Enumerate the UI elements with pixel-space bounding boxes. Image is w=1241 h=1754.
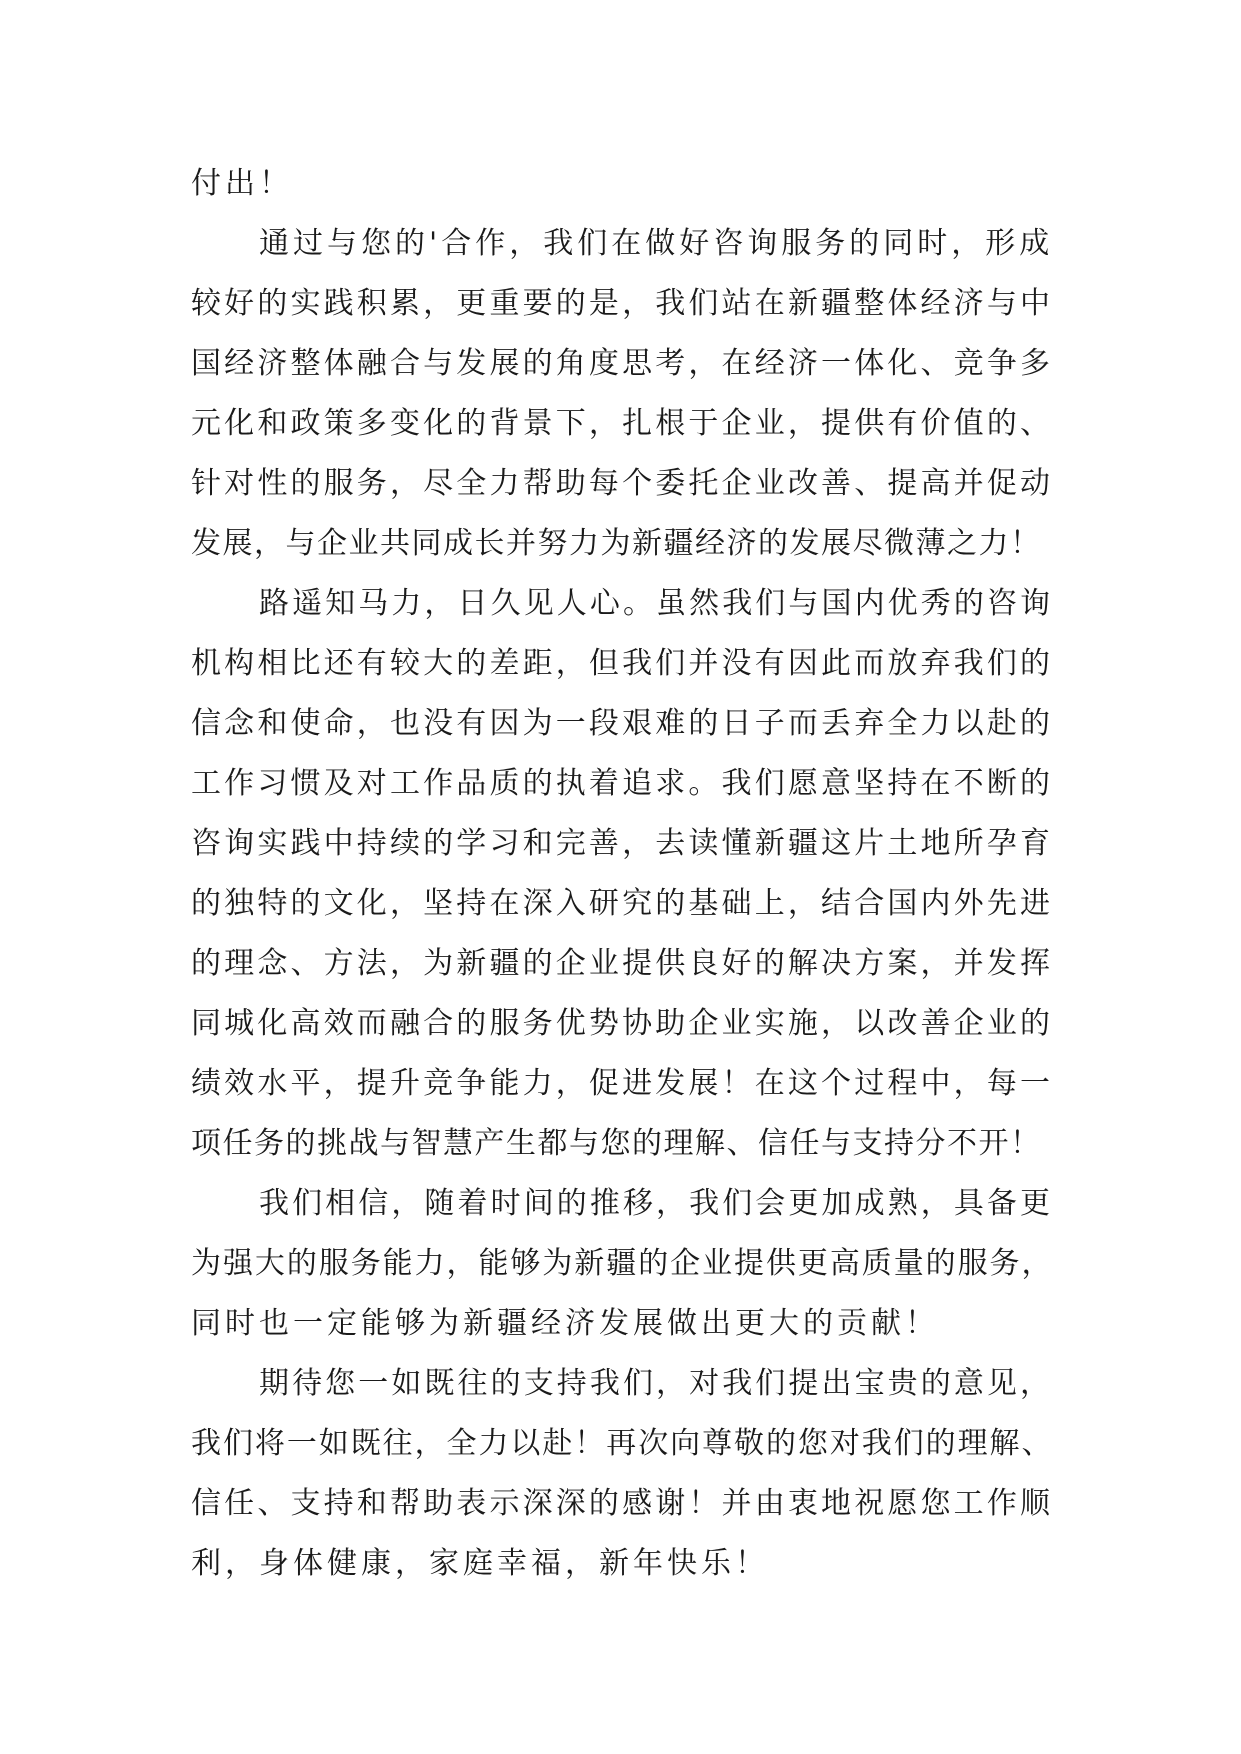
letter-body: [191, 154, 1053, 1594]
text-line: 我们将一如既往，全力以赴！再次向尊敬的您对我们的理解、: [191, 1426, 1053, 1461]
text-line: 咨询实践中持续的学习和完善，去读懂新疆这片土地所孕育: [191, 826, 1053, 861]
text-line: 工作习惯及对工作品质的执着追求。我们愿意坚持在不断的: [191, 766, 1053, 801]
text-line: 同城化高效而融合的服务优势协助企业实施，以改善企业的: [191, 1006, 1053, 1041]
text-line: 机构相比还有较大的差距，但我们并没有因此而放弃我们的: [191, 646, 1053, 681]
text-line: 付出！: [191, 166, 293, 201]
text-line: 元化和政策多变化的背景下，扎根于企业，提供有价值的、: [191, 406, 1053, 441]
text-line: 绩效水平，提升竞争能力，促进发展！在这个过程中，每一: [191, 1066, 1053, 1101]
text-line: 利，身体健康，家庭幸福，新年快乐！: [191, 1546, 769, 1581]
text-line: 项任务的挑战与智慧产生都与您的理解、信任与支持分不开！: [191, 1126, 1042, 1161]
text-line: 的独特的文化，坚持在深入研究的基础上，结合国内外先进: [191, 886, 1053, 921]
text-line: 针对性的服务，尽全力帮助每个委托企业改善、提高并促动: [191, 466, 1053, 501]
text-line: 信任、支持和帮助表示深深的感谢！并由衷地祝愿您工作顺: [191, 1486, 1053, 1521]
text-line: 路遥知马力，日久见人心。虽然我们与国内优秀的咨询: [259, 586, 1053, 621]
text-line: 期待您一如既往的支持我们，对我们提出宝贵的意见，: [259, 1366, 1053, 1401]
text-line: 发展，与企业共同成长并努力为新疆经济的发展尽微薄之力！: [191, 526, 1042, 561]
text-line: 国经济整体融合与发展的角度思考，在经济一体化、竞争多: [191, 346, 1053, 381]
text-line: 信念和使命，也没有因为一段艰难的日子而丢弃全力以赴的: [191, 706, 1053, 741]
text-line: 较好的实践积累，更重要的是，我们站在新疆整体经济与中: [191, 286, 1053, 321]
text-line: 为强大的服务能力，能够为新疆的企业提供更高质量的服务，: [191, 1246, 1053, 1281]
text-line: 我们相信，随着时间的推移，我们会更加成熟，具备更: [259, 1186, 1053, 1221]
text-line: 的理念、方法，为新疆的企业提供良好的解决方案，并发挥: [191, 946, 1053, 981]
text-line: 同时也一定能够为新疆经济发展做出更大的贡献！: [191, 1306, 939, 1341]
text-line: 通过与您的'合作，我们在做好咨询服务的同时，形成: [259, 226, 1054, 261]
